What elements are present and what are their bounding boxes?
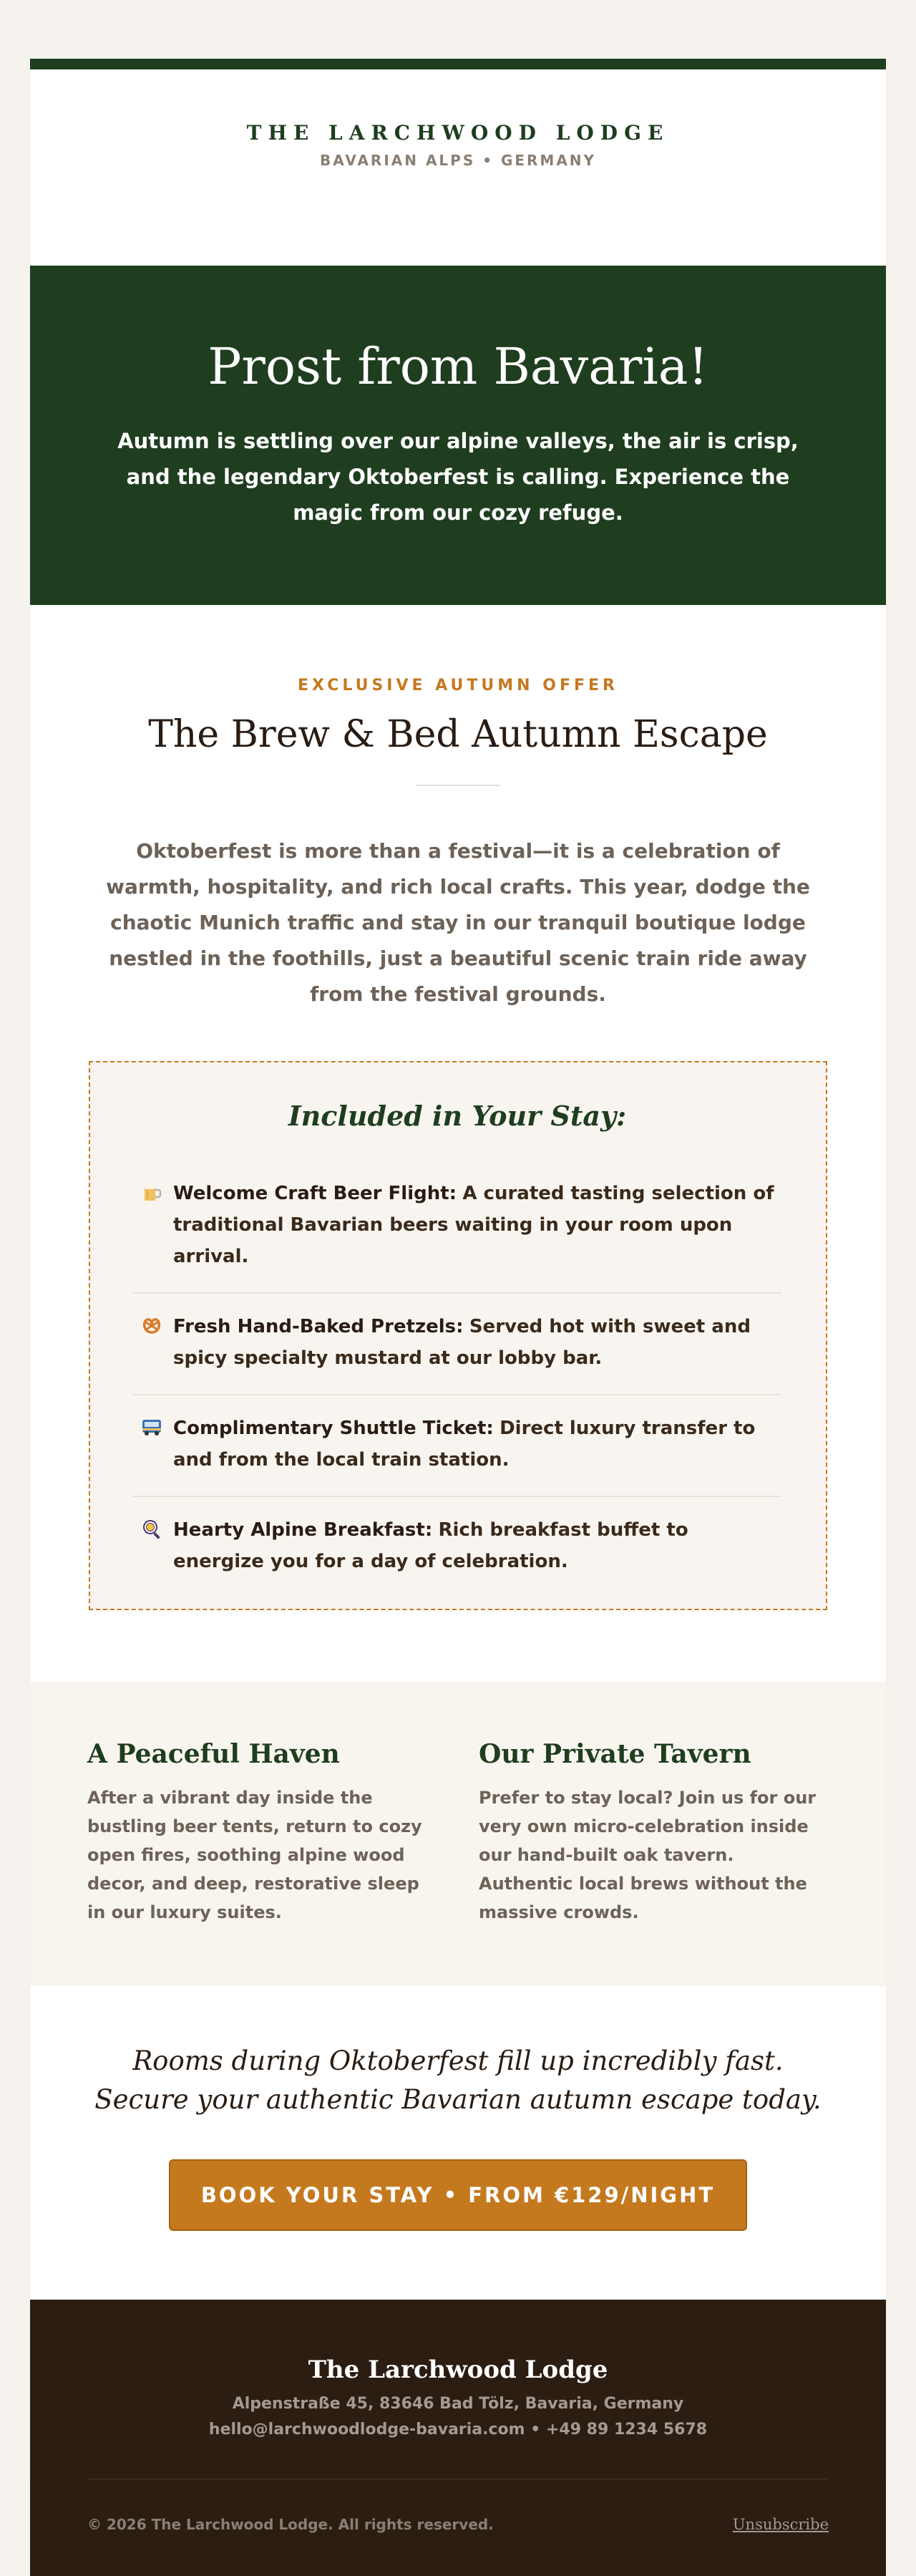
footer-contact: hello@larchwoodlodge-bavaria.com • +49 89 1234 5678 bbox=[208, 2421, 708, 2439]
hero-title: Prost from Bavaria! bbox=[208, 337, 708, 396]
included-title: Included in Your Stay: bbox=[288, 1100, 627, 1132]
offer-title: The Brew & Bed Autumn Escape bbox=[148, 713, 768, 756]
included-item-desc: Direct luxury transfer to and from the local train station. bbox=[173, 1418, 756, 1471]
book-stay-button[interactable]: BOOK YOUR STAY • FROM €129/NIGHT bbox=[169, 2159, 747, 2231]
offer-section bbox=[30, 605, 886, 1610]
included-item-desc: Rich breakfast buffet to energize you for a day of celebration. bbox=[173, 1519, 688, 1572]
column-body: Prefer to stay local? Join us for our very own micro-celebration inside our hand-built oak tavern. Authentic local brews without the massive crowds. bbox=[479, 1788, 817, 1922]
list-item bbox=[133, 1395, 781, 1497]
bus-icon bbox=[140, 1415, 163, 1438]
included-item-desc: A curated tasting selection of traditional Bavarian beers waiting in your room upon arrival. bbox=[173, 1183, 774, 1267]
brand-tagline: BAVARIAN ALPS • GERMANY bbox=[319, 152, 597, 169]
column-private-tavern bbox=[479, 1682, 829, 1986]
list-item bbox=[133, 1294, 781, 1395]
top-accent-bar bbox=[30, 59, 886, 69]
pretzel-icon bbox=[140, 1314, 163, 1337]
included-box bbox=[89, 1061, 827, 1610]
hero-banner bbox=[30, 266, 886, 605]
email-header bbox=[30, 69, 886, 266]
list-item bbox=[133, 1497, 781, 1577]
included-item-label: Fresh Hand-Baked Pretzels: bbox=[173, 1316, 464, 1337]
cta-text: Rooms during Oktoberfest fill up incredibly fast. Secure your authentic Bavarian autumn escape today. bbox=[94, 2045, 822, 2115]
offer-kicker: EXCLUSIVE AUTUMN OFFER bbox=[298, 677, 618, 694]
brand-name: THE LARCHWOOD LODGE bbox=[246, 121, 670, 145]
two-column-section bbox=[30, 1682, 886, 1986]
offer-intro: Oktoberfest is more than a festival—it is a celebration of warmth, hospitality, and rich local crafts. This year, dodge the chaotic Munich traffic and stay in our tranquil boutique lodge nestled in the foothills, just a beautiful scenic train ride away from the festival grounds. bbox=[106, 839, 810, 1006]
breakfast-icon bbox=[140, 1517, 163, 1540]
hero-body: Autumn is settling over our alpine valleys, the air is crisp, and the legendary Oktoberfest is calling. Experience the magic from our cozy refuge. bbox=[117, 429, 799, 525]
column-peaceful-haven bbox=[87, 1682, 437, 1986]
footer-address: Alpenstraße 45, 83646 Bad Tölz, Bavaria, Germany bbox=[232, 2395, 684, 2413]
beer-mug-icon bbox=[140, 1181, 163, 1204]
footer-bottom-row bbox=[87, 2516, 829, 2533]
column-body: After a vibrant day inside the bustling beer tents, return to cozy open fires, soothing alpine wood decor, and deep, restorative sleep in our luxury suites. bbox=[87, 1788, 422, 1922]
copyright-text: © 2026 The Larchwood Lodge. All rights reserved. bbox=[87, 2516, 494, 2533]
included-item-label: Welcome Craft Beer Flight: bbox=[173, 1183, 457, 1204]
included-item-desc: Served hot with sweet and spicy specialty mustard at our lobby bar. bbox=[173, 1316, 751, 1369]
column-title: Our Private Tavern bbox=[479, 1739, 751, 1769]
unsubscribe-link[interactable]: Unsubscribe bbox=[732, 2516, 829, 2533]
included-item-label: Hearty Alpine Breakfast: bbox=[173, 1519, 433, 1541]
title-divider bbox=[416, 785, 500, 786]
footer-brand: The Larchwood Lodge bbox=[308, 2355, 608, 2384]
column-title: A Peaceful Haven bbox=[87, 1739, 340, 1769]
list-item bbox=[133, 1161, 781, 1294]
included-item-label: Complimentary Shuttle Ticket: bbox=[173, 1418, 494, 1439]
email-card bbox=[30, 59, 886, 2533]
cta-section bbox=[30, 1986, 886, 2300]
email-footer bbox=[30, 2300, 886, 2576]
